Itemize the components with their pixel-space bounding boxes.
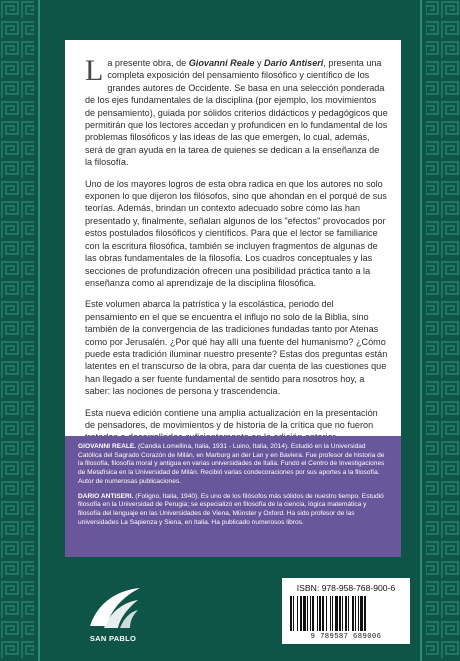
barcode-digits: 9 789587 689006 — [310, 633, 382, 641]
synopsis-panel — [65, 40, 401, 436]
intro-paragraph: La presente obra, de Giovanni Reale y Dario Antiseri, presenta una completa exposición del pensamiento filosófico y científico de los grandes autores de Occidente. Se basa en una selección ponderada de los ejes fundamentales de la disciplina (por ejemplo, los movimientos de pensamiento), guiada por sólidos criterios didácticos y pedagógicos que permitirán que los lectores accedan y profundicen en lo fundamental de los problemas filosóficos y las ideas de las que emergen, lo cual, además, será de gran ayuda en la tarea de quienes se dedican a la enseñanza de la filosofía. — [85, 54, 388, 168]
synopsis-paragraph-3: Este volumen abarca la patrística y la escolástica, periodo del pensamiento en el que se encuentra el influjo no solo de la Biblia, sino también de la convergencia de las tradiciones fundadas tanto por Atenas como por Jerusalén. ¿Por qué hay allí una fuente del humanismo? ¿Cómo puede esta tradición iluminar nuestro presente? Estas dos preguntas están latentes en el transcurso de la obra, para dar cuenta de las cuestiones que han llegado a ser fuente fundamental de sentido para nosotros hoy, a saber: las nociones de persona y trascendencia. — [85, 299, 388, 397]
synopsis-paragraph-4: Esta nueva edición contiene una amplia actualización en la presentación de pensadores, de movimientos y de historia de la crítica que no fueron — [85, 407, 378, 430]
bio-antiseri: DARIO ANTISERI. (Foligno, Italia, 1940). Es uno de los filósofos más sólidos de nuestro tiempo. Estudió filosofía en la Universidad de Perugia; se especializó en filosofía de la ciencia, lógica matemática y filosofía del lenguaje en las Universidades de Viena, Münster y Oxford. Ha sido profesor de las universidades La Sapienza y Siena, en Italia. Ha publicado numerosos libros. — [78, 492, 384, 526]
bio-name: DARIO ANTISERI. — [78, 492, 134, 500]
isbn-barcode-block — [282, 578, 410, 644]
author-name-reale: Giovanni Reale — [188, 58, 255, 68]
synopsis-paragraph-2: Uno de los mayores logros de esta obra radica en que los autores no solo exponen lo que dijeron los filósofos, sino que ahondan en el porqué de sus teorías. Además, brindan un contexto adecuado sobre cómo las han presentado y, finalmente, señalan algunos de los "efectos" provocados por estos postulados filosóficos y científicos. Para que el lector se familiarice con la escritura filosófica, también se incluyen fragmentos de algunas de las obras fundamentales de la filosofía. Los cuadros conceptuales y las secciones de profundización ofrecen una posibilidad práctica tanto a la enseñanza como al aprendizaje de la disciplina filosófica. — [85, 178, 387, 288]
bio-reale: GIOVANNI REALE. (Candia Lomellina, Italia, 1931 - Luino, Italia, 2014). Estudió en la Universidad Católica del Sagrado Corazón de Milán, en Marburg an der Lan y en Baviera. Fue profesor de historia de la filosofía, filosofía moral y antigua en varias universidades de Italia. Fundó el Centro de Investigaciones de Metafísica en la Universidad de Milán. Recibió varias condecoraciones por sus aportes a la filosofía. Autor de numerosas publicaciones. — [78, 443, 385, 485]
isbn-label: ISBN: 978-958-768-900-6 — [296, 583, 396, 593]
drop-cap: L — [85, 54, 104, 87]
barcode-icon — [288, 596, 404, 633]
author-name-antiseri: Dario Antiseri — [264, 58, 324, 68]
bio-name: GIOVANNI REALE. — [78, 443, 137, 450]
publisher-name: SAN PABLO — [89, 634, 137, 643]
author-bio-band — [65, 436, 401, 557]
